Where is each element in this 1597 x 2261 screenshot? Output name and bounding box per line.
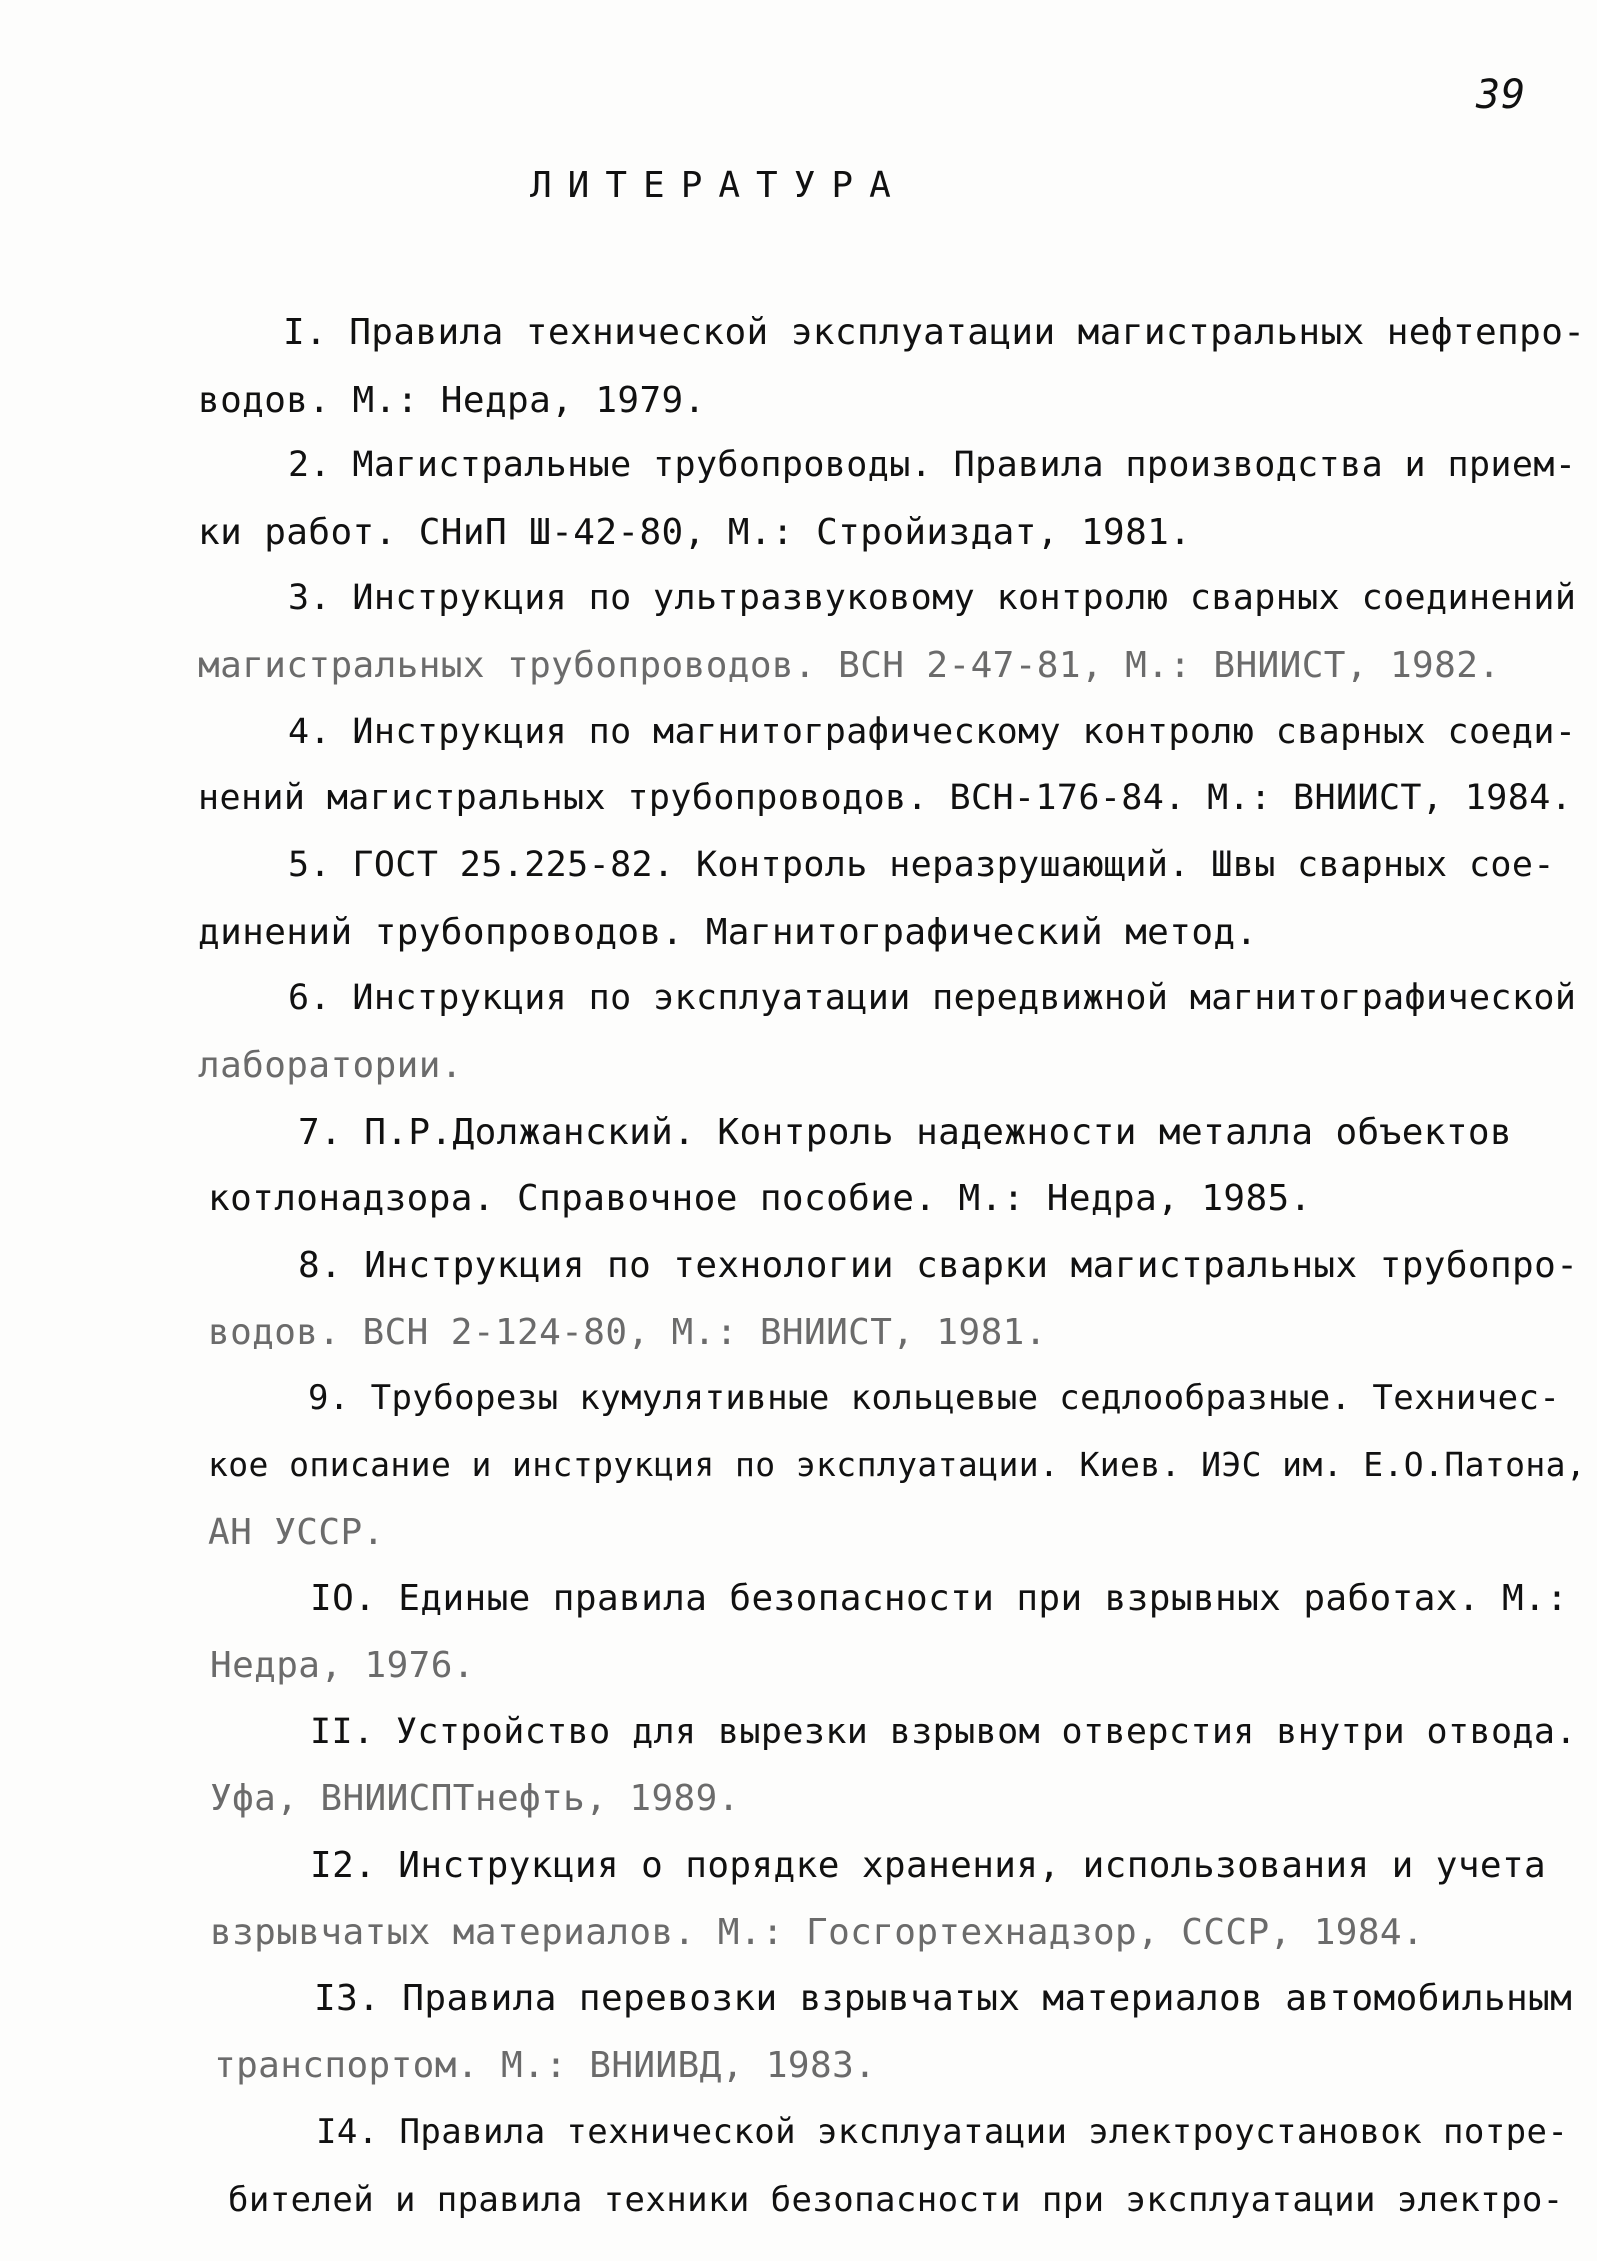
- reference-line: лаборатории.: [198, 1045, 463, 1086]
- reference-line: Недра, 1976.: [210, 1645, 475, 1686]
- reference-line: Уфа, ВНИИСПТнефть, 1989.: [210, 1778, 740, 1819]
- reference-line: 5. ГОСТ 25.225-82. Контроль неразрушающий. Швы сварных сое-: [288, 845, 1555, 885]
- reference-line: взрывчатых материалов. М.: Госгортехнадзор, СССР, 1984.: [210, 1912, 1425, 1953]
- reference-line: 6. Инструкция по эксплуатации передвижной магнитографической: [288, 978, 1577, 1018]
- reference-line: кое описание и инструкция по эксплуатации. Киев. ИЭС им. Е.О.Патона,: [208, 1445, 1587, 1484]
- reference-line: водов. ВСН 2-124-80, М.: ВНИИСТ, 1981.: [208, 1312, 1047, 1353]
- reference-line: 4. Инструкция по магнитографическому контролю сварных соеди-: [288, 712, 1577, 752]
- reference-line: транспортом. М.: ВНИИВД, 1983.: [214, 2045, 877, 2086]
- reference-line: 8. Инструкция по технологии сварки магистральных трубопро-: [298, 1245, 1579, 1286]
- reference-line: АН УССР.: [208, 1512, 385, 1553]
- reference-line: 2. Магистральные трубопроводы. Правила производства и прием-: [288, 445, 1577, 485]
- reference-line: магистральных трубопроводов. ВСН 2-47-81, М.: ВНИИСТ, 1982.: [198, 645, 1501, 686]
- reference-line: I3. Правила перевозки взрывчатых материалов автомобильным: [314, 1978, 1573, 2019]
- reference-line: I. Правила технической эксплуатации магистральных нефтепро-: [283, 312, 1586, 353]
- reference-line: II. Устройство для вырезки взрывом отверстия внутри отвода.: [310, 1712, 1577, 1752]
- reference-line: нений магистральных трубопроводов. ВСН-176-84. М.: ВНИИСТ, 1984.: [198, 778, 1573, 818]
- reference-line: бителей и правила техники безопасности при эксплуатации электро-: [228, 2180, 1564, 2220]
- reference-line: 3. Инструкция по ультразвуковому контролю сварных соединений: [288, 578, 1577, 618]
- page-title: ЛИТЕРАТУРА: [530, 165, 907, 206]
- reference-line: котлонадзора. Справочное пособие. М.: Недра, 1985.: [208, 1178, 1312, 1219]
- reference-line: I2. Инструкция о порядке хранения, использования и учета: [310, 1845, 1547, 1886]
- reference-line: динений трубопроводов. Магнитографический метод.: [198, 912, 1258, 953]
- reference-line: 9. Труборезы кумулятивные кольцевые седлообразные. Техничес-: [308, 1378, 1561, 1418]
- page-number: 39: [1476, 72, 1527, 118]
- reference-line: 7. П.Р.Должанский. Контроль надежности металла объектов: [298, 1112, 1513, 1153]
- reference-line: водов. М.: Недра, 1979.: [198, 380, 706, 421]
- reference-line: IO. Единые правила безопасности при взрывных работах. М.:: [310, 1578, 1569, 1619]
- reference-line: I4. Правила технической эксплуатации электроустановок потре-: [316, 2112, 1569, 2152]
- reference-line: ки работ. СНиП Ш-42-80, М.: Стройиздат, 1981.: [198, 512, 1192, 553]
